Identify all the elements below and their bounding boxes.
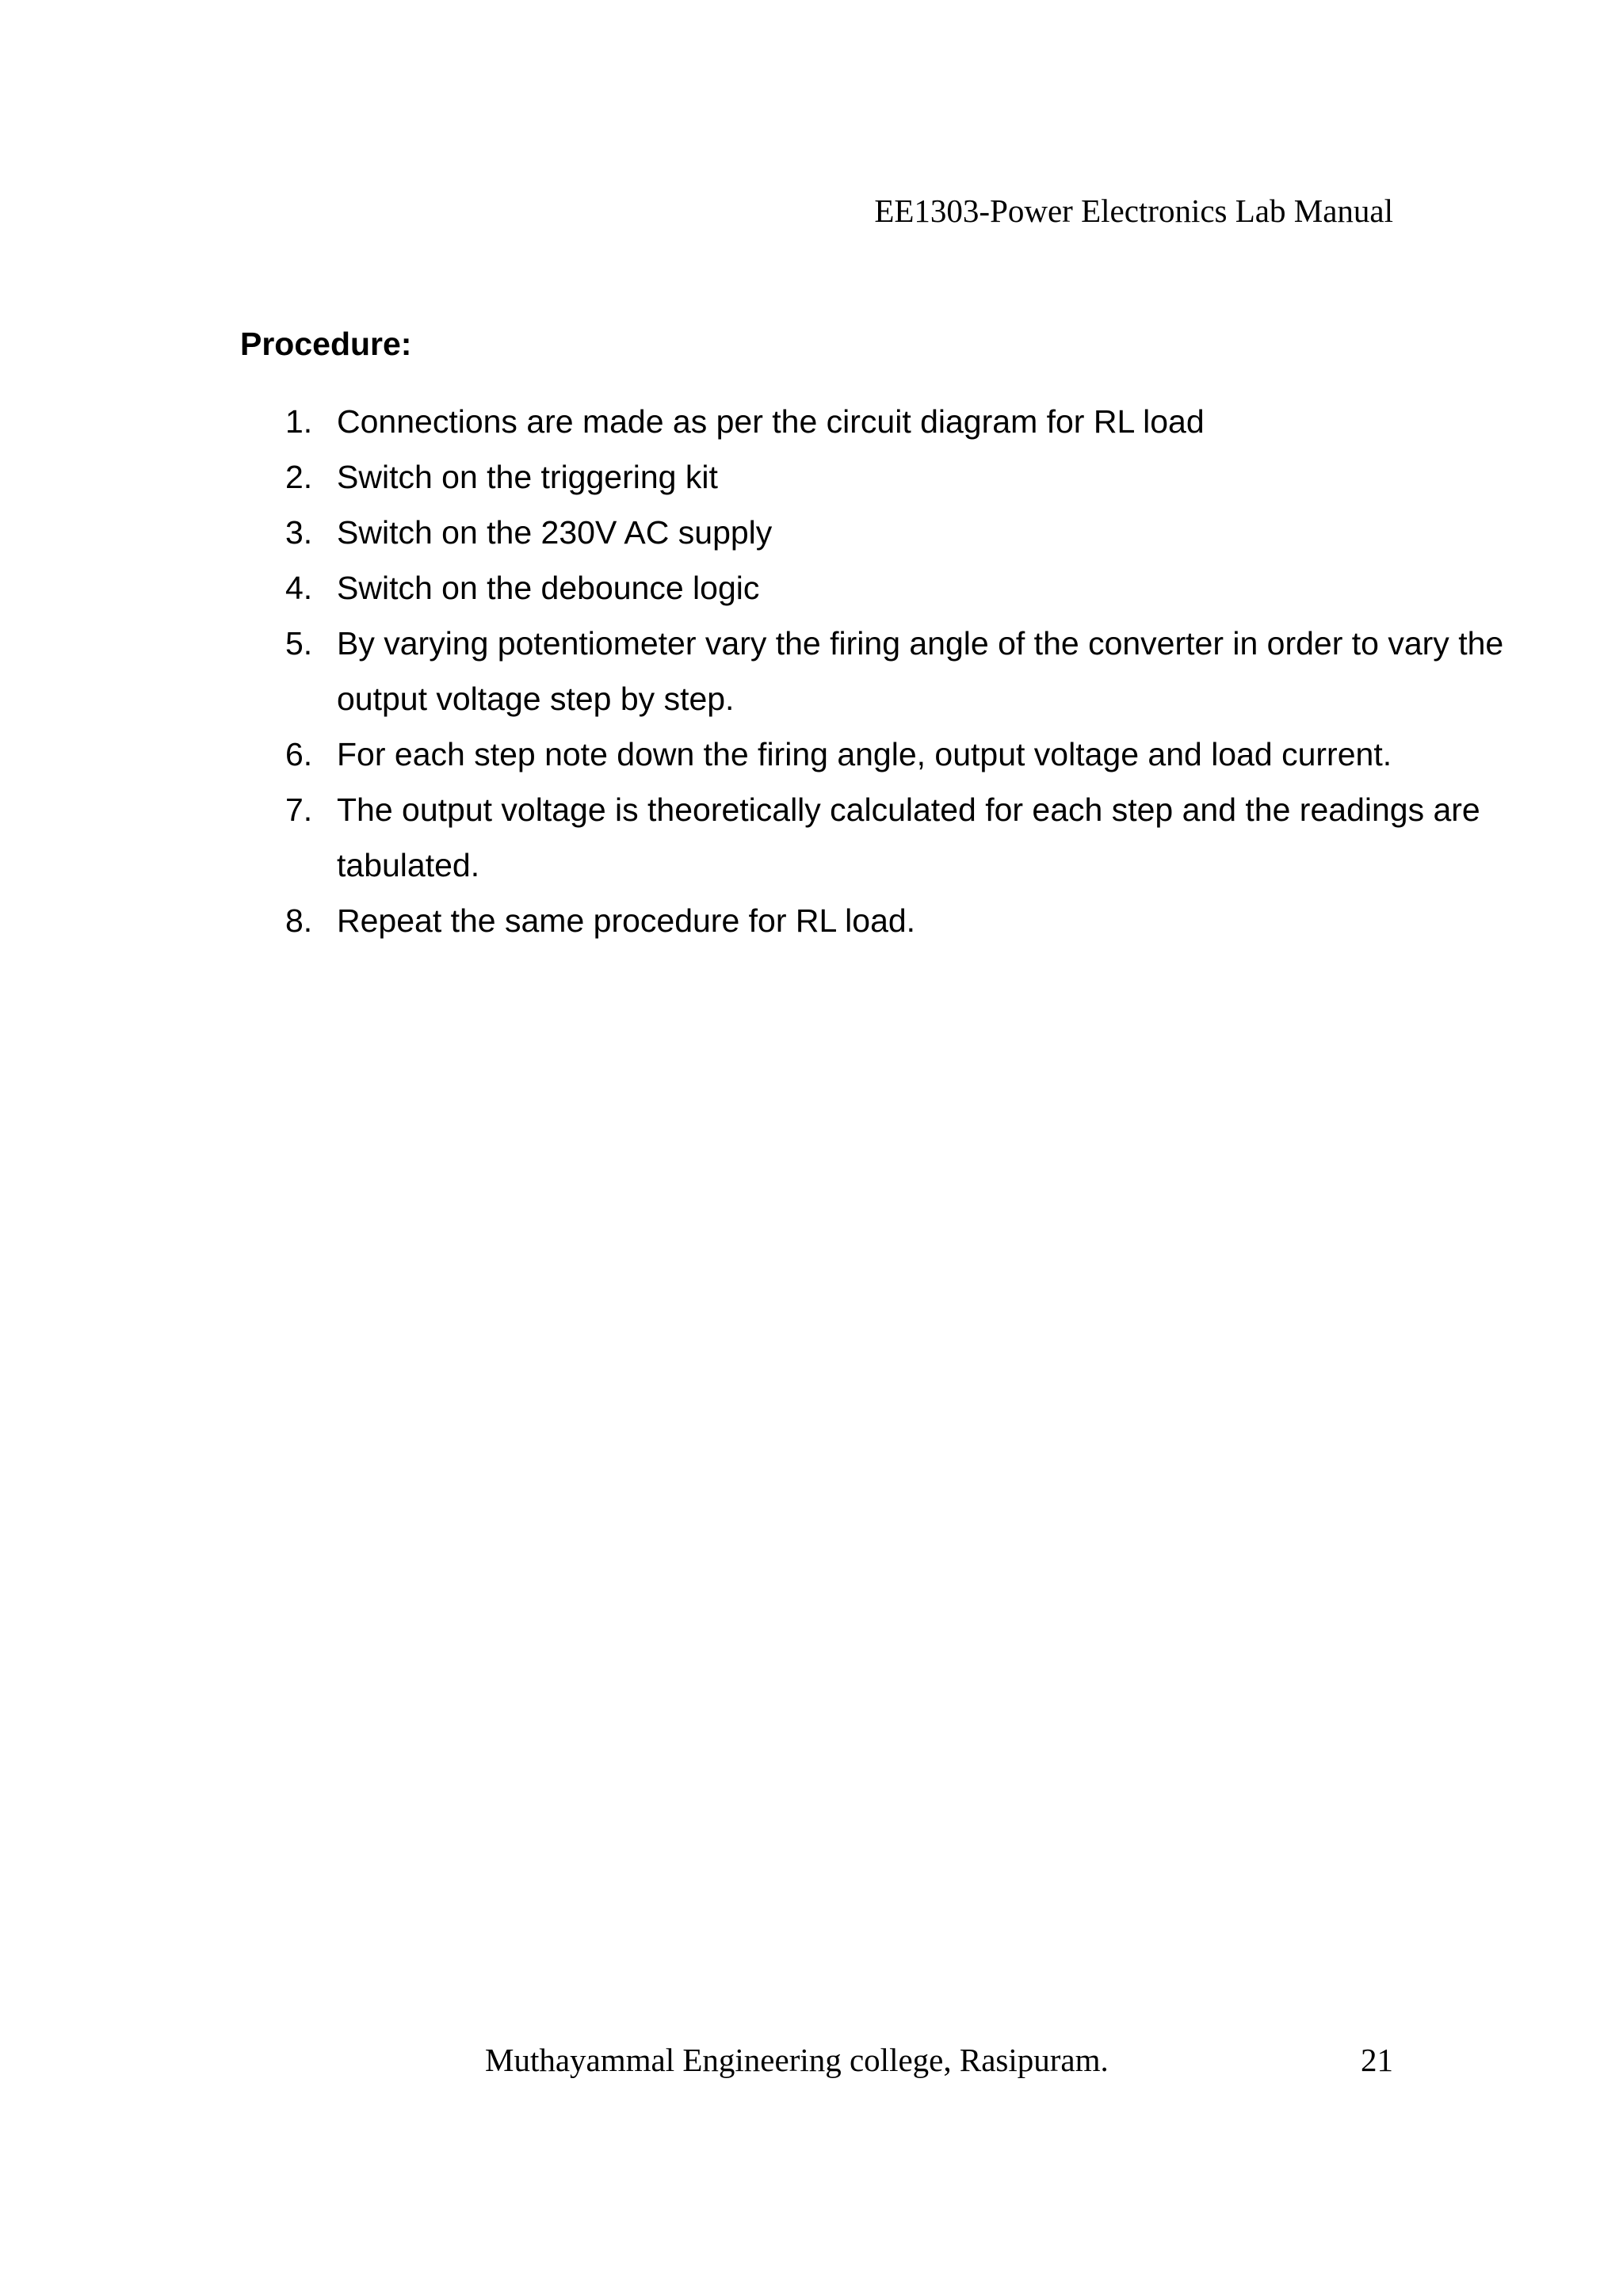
procedure-step-6: [285, 727, 1506, 782]
procedure-step-4: [285, 560, 1506, 616]
running-header: EE1303-Power Electronics Lab Manual: [874, 193, 1393, 229]
step-number: 1.: [285, 403, 313, 440]
step-number: 6.: [285, 736, 313, 772]
procedure-step-2: [285, 449, 1506, 505]
step-text: Switch on the 230V AC supply: [337, 514, 773, 551]
procedure-step-5: [285, 616, 1506, 727]
step-number: 7.: [285, 791, 313, 828]
procedure-step-7: [285, 782, 1506, 893]
step-text: Repeat the same procedure for RL load.: [337, 902, 916, 939]
step-number: 8.: [285, 902, 313, 939]
page-number: 21: [1361, 2042, 1393, 2078]
step-text: By varying potentiometer vary the firing angle of the converter in order to vary the output voltage step by step.: [337, 625, 1504, 717]
section-heading: Procedure:: [240, 326, 412, 362]
procedure-list: [285, 394, 1506, 948]
step-text: For each step note down the firing angle, output voltage and load current.: [337, 736, 1392, 772]
procedure-step-1: [285, 394, 1506, 449]
procedure-step-3: [285, 505, 1506, 560]
procedure-step-8: [285, 893, 1506, 948]
step-text: The output voltage is theoretically calculated for each step and the readings are tabulated.: [337, 791, 1480, 883]
step-number: 4.: [285, 570, 313, 606]
step-text: Switch on the debounce logic: [337, 570, 760, 606]
footer-college: Muthayammal Engineering college, Rasipuram.: [485, 2042, 1109, 2078]
step-text: Switch on the triggering kit: [337, 459, 718, 495]
step-number: 3.: [285, 514, 313, 551]
step-number: 2.: [285, 459, 313, 495]
step-number: 5.: [285, 625, 313, 662]
step-text: Connections are made as per the circuit diagram for RL load: [337, 403, 1205, 440]
